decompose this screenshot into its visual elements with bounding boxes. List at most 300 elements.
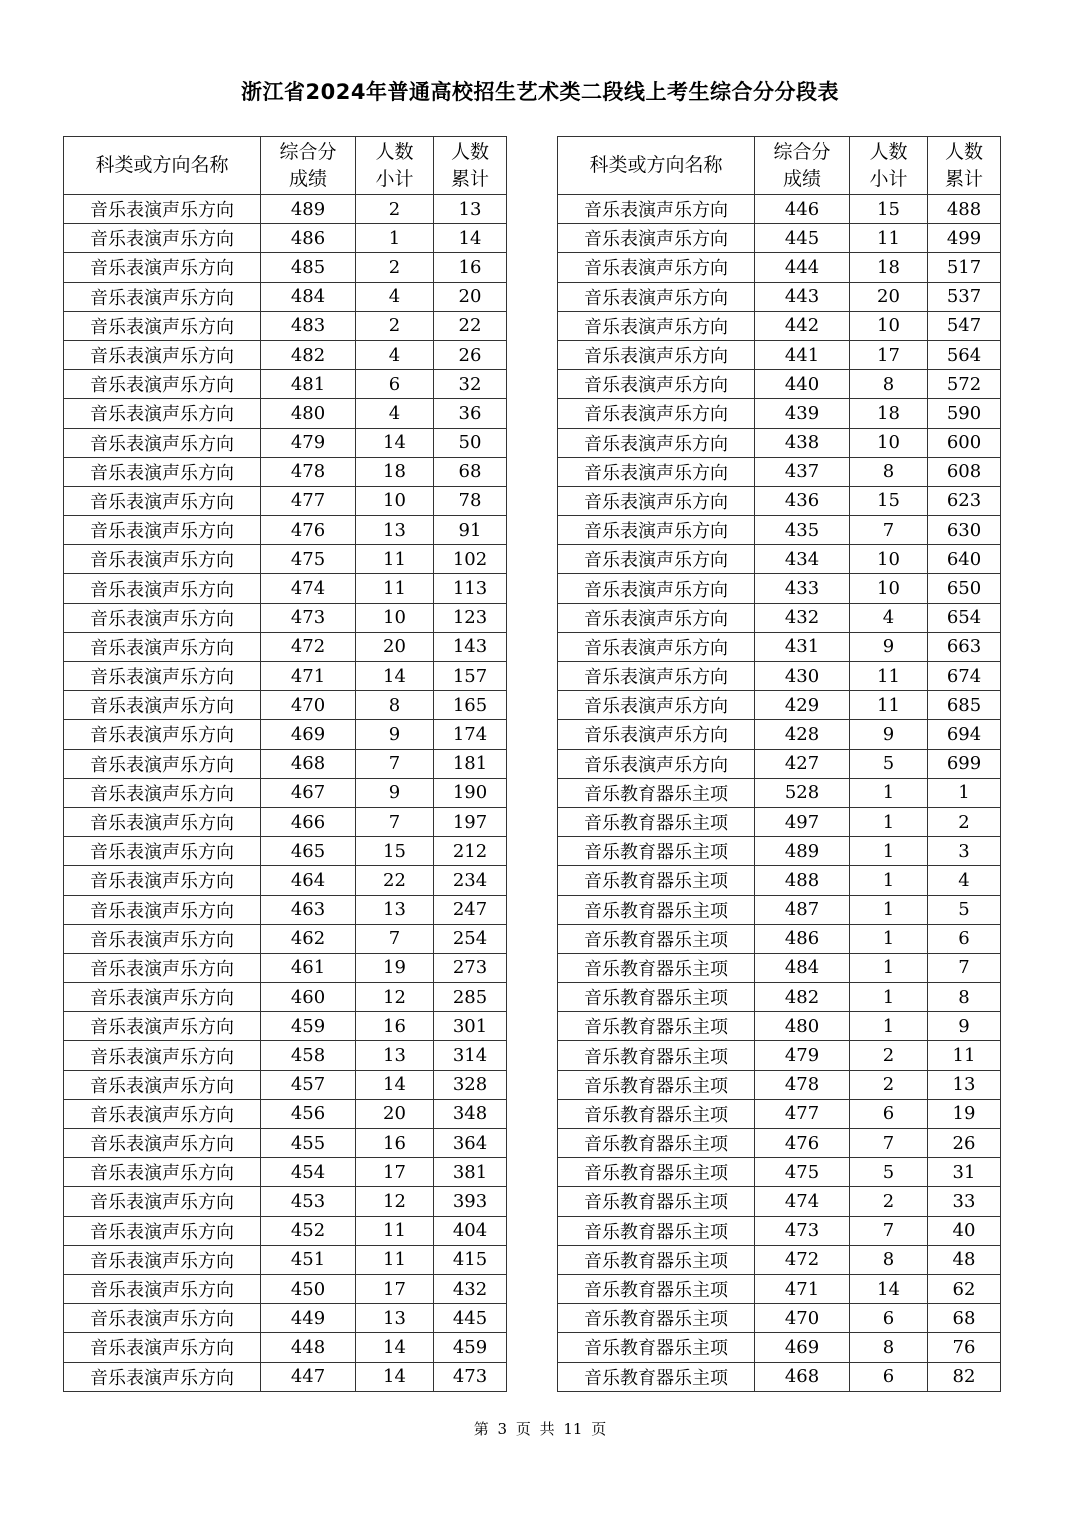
score-cell: 473 [261, 603, 356, 632]
table-row [558, 1129, 1001, 1158]
score-cell: 474 [755, 1187, 850, 1216]
table-row [558, 895, 1001, 924]
score-cell: 478 [755, 1070, 850, 1099]
table-row [64, 1216, 507, 1245]
cumulative-cell: 699 [928, 749, 1001, 778]
table-row [64, 399, 507, 428]
category-name-cell: 音乐教育器乐主项 [558, 1333, 755, 1362]
score-cell: 454 [261, 1158, 356, 1187]
score-cell: 476 [755, 1129, 850, 1158]
count-cell: 4 [356, 399, 434, 428]
score-cell: 458 [261, 1041, 356, 1070]
category-name-cell: 音乐表演声乐方向 [64, 866, 261, 895]
header-score: 综合分 成绩 [261, 137, 356, 195]
score-cell: 447 [261, 1362, 356, 1391]
table-row [64, 662, 507, 691]
score-table-right [557, 136, 1001, 1392]
score-cell: 443 [755, 282, 850, 311]
category-name-cell: 音乐表演声乐方向 [64, 1187, 261, 1216]
category-name-cell: 音乐表演声乐方向 [64, 1129, 261, 1158]
score-cell: 456 [261, 1099, 356, 1128]
cumulative-cell: 547 [928, 311, 1001, 340]
category-name-cell: 音乐表演声乐方向 [558, 691, 755, 720]
cumulative-cell: 623 [928, 486, 1001, 515]
score-cell: 427 [755, 749, 850, 778]
category-name-cell: 音乐教育器乐主项 [558, 1129, 755, 1158]
header-cumulative: 人数 累计 [928, 137, 1001, 195]
table-header-row [558, 137, 1001, 195]
table-row [558, 282, 1001, 311]
page-footer: 第 3 页 共 11 页 [473, 1420, 607, 1438]
header-cumulative: 人数 累计 [434, 137, 507, 195]
score-cell: 477 [261, 486, 356, 515]
cumulative-cell: 14 [434, 224, 507, 253]
count-cell: 5 [850, 1158, 928, 1187]
score-cell: 484 [261, 282, 356, 311]
table-row [558, 1333, 1001, 1362]
category-name-cell: 音乐表演声乐方向 [64, 1362, 261, 1391]
table-row [558, 486, 1001, 515]
count-cell: 6 [850, 1304, 928, 1333]
score-cell: 473 [755, 1216, 850, 1245]
score-cell: 444 [755, 253, 850, 282]
table-row [558, 603, 1001, 632]
cumulative-cell: 22 [434, 311, 507, 340]
table-row [558, 1158, 1001, 1187]
table-row [64, 1187, 507, 1216]
count-cell: 18 [850, 399, 928, 428]
table-row [558, 545, 1001, 574]
cumulative-cell: 630 [928, 516, 1001, 545]
cumulative-cell: 91 [434, 516, 507, 545]
score-cell: 462 [261, 924, 356, 953]
category-name-cell: 音乐教育器乐主项 [558, 1187, 755, 1216]
score-cell: 460 [261, 983, 356, 1012]
count-cell: 11 [850, 224, 928, 253]
cumulative-cell: 663 [928, 632, 1001, 661]
score-cell: 480 [755, 1012, 850, 1041]
cumulative-cell: 68 [928, 1304, 1001, 1333]
category-name-cell: 音乐表演声乐方向 [64, 224, 261, 253]
cumulative-cell: 4 [928, 866, 1001, 895]
category-name-cell: 音乐表演声乐方向 [64, 1158, 261, 1187]
cumulative-cell: 473 [434, 1362, 507, 1391]
count-cell: 13 [356, 516, 434, 545]
category-name-cell: 音乐表演声乐方向 [64, 1012, 261, 1041]
category-name-cell: 音乐表演声乐方向 [558, 282, 755, 311]
category-name-cell: 音乐表演声乐方向 [64, 632, 261, 661]
header-score: 综合分 成绩 [755, 137, 850, 195]
score-cell: 429 [755, 691, 850, 720]
table-row [558, 1362, 1001, 1391]
cumulative-cell: 393 [434, 1187, 507, 1216]
category-name-cell: 音乐表演声乐方向 [558, 749, 755, 778]
category-name-cell: 音乐表演声乐方向 [64, 983, 261, 1012]
table-row [558, 574, 1001, 603]
cumulative-cell: 7 [928, 953, 1001, 982]
table-row [64, 895, 507, 924]
count-cell: 6 [850, 1099, 928, 1128]
score-cell: 482 [755, 983, 850, 1012]
count-cell: 14 [356, 1362, 434, 1391]
score-cell: 470 [755, 1304, 850, 1333]
table-header-row [64, 137, 507, 195]
count-cell: 1 [850, 1012, 928, 1041]
cumulative-cell: 212 [434, 837, 507, 866]
cumulative-cell: 31 [928, 1158, 1001, 1187]
table-row [558, 662, 1001, 691]
cumulative-cell: 404 [434, 1216, 507, 1245]
score-cell: 433 [755, 574, 850, 603]
cumulative-cell: 364 [434, 1129, 507, 1158]
count-cell: 15 [850, 195, 928, 224]
count-cell: 10 [850, 545, 928, 574]
count-cell: 1 [356, 224, 434, 253]
category-name-cell: 音乐表演声乐方向 [64, 574, 261, 603]
table-row [64, 720, 507, 749]
table-row [64, 428, 507, 457]
cumulative-cell: 50 [434, 428, 507, 457]
score-cell: 463 [261, 895, 356, 924]
category-name-cell: 音乐表演声乐方向 [64, 457, 261, 486]
table-row [64, 370, 507, 399]
cumulative-cell: 600 [928, 428, 1001, 457]
table-row [558, 837, 1001, 866]
cumulative-cell: 674 [928, 662, 1001, 691]
score-cell: 486 [755, 924, 850, 953]
score-cell: 440 [755, 370, 850, 399]
count-cell: 7 [850, 1129, 928, 1158]
count-cell: 19 [356, 953, 434, 982]
category-name-cell: 音乐表演声乐方向 [64, 1245, 261, 1274]
table-row [558, 370, 1001, 399]
score-cell: 482 [261, 340, 356, 369]
score-cell: 437 [755, 457, 850, 486]
score-cell: 439 [755, 399, 850, 428]
count-cell: 20 [356, 1099, 434, 1128]
category-name-cell: 音乐表演声乐方向 [64, 1216, 261, 1245]
score-cell: 477 [755, 1099, 850, 1128]
count-cell: 5 [850, 749, 928, 778]
category-name-cell: 音乐表演声乐方向 [558, 428, 755, 457]
score-cell: 484 [755, 953, 850, 982]
score-cell: 431 [755, 632, 850, 661]
category-name-cell: 音乐教育器乐主项 [558, 1158, 755, 1187]
cumulative-cell: 157 [434, 662, 507, 691]
table-row [64, 953, 507, 982]
score-cell: 457 [261, 1070, 356, 1099]
cumulative-cell: 301 [434, 1012, 507, 1041]
count-cell: 2 [850, 1187, 928, 1216]
category-name-cell: 音乐表演声乐方向 [558, 457, 755, 486]
category-name-cell: 音乐教育器乐主项 [558, 1070, 755, 1099]
count-cell: 10 [850, 574, 928, 603]
count-cell: 16 [356, 1129, 434, 1158]
table-row [64, 778, 507, 807]
count-cell: 14 [356, 428, 434, 457]
cumulative-cell: 26 [928, 1129, 1001, 1158]
score-cell: 449 [261, 1304, 356, 1333]
category-name-cell: 音乐表演声乐方向 [558, 516, 755, 545]
cumulative-cell: 234 [434, 866, 507, 895]
count-cell: 20 [356, 632, 434, 661]
category-name-cell: 音乐表演声乐方向 [558, 486, 755, 515]
category-name-cell: 音乐表演声乐方向 [558, 399, 755, 428]
cumulative-cell: 654 [928, 603, 1001, 632]
count-cell: 4 [356, 282, 434, 311]
table-row [64, 632, 507, 661]
cumulative-cell: 3 [928, 837, 1001, 866]
cumulative-cell: 590 [928, 399, 1001, 428]
cumulative-cell: 16 [434, 253, 507, 282]
score-cell: 468 [261, 749, 356, 778]
cumulative-cell: 190 [434, 778, 507, 807]
table-row [64, 807, 507, 836]
category-name-cell: 音乐表演声乐方向 [64, 1041, 261, 1070]
cumulative-cell: 499 [928, 224, 1001, 253]
table-row [64, 253, 507, 282]
category-name-cell: 音乐教育器乐主项 [558, 953, 755, 982]
table-row [64, 837, 507, 866]
count-cell: 20 [850, 282, 928, 311]
score-cell: 483 [261, 311, 356, 340]
count-cell: 1 [850, 895, 928, 924]
table-row [558, 1245, 1001, 1274]
table-row [64, 282, 507, 311]
table-row [558, 428, 1001, 457]
count-cell: 9 [850, 720, 928, 749]
category-name-cell: 音乐教育器乐主项 [558, 1041, 755, 1070]
category-name-cell: 音乐教育器乐主项 [558, 895, 755, 924]
category-name-cell: 音乐表演声乐方向 [64, 486, 261, 515]
category-name-cell: 音乐教育器乐主项 [558, 837, 755, 866]
category-name-cell: 音乐表演声乐方向 [558, 574, 755, 603]
score-cell: 465 [261, 837, 356, 866]
table-row [64, 1333, 507, 1362]
cumulative-cell: 254 [434, 924, 507, 953]
table-row [64, 224, 507, 253]
cumulative-cell: 459 [434, 1333, 507, 1362]
table-row [64, 1070, 507, 1099]
category-name-cell: 音乐表演声乐方向 [64, 1099, 261, 1128]
category-name-cell: 音乐教育器乐主项 [558, 1012, 755, 1041]
score-cell: 452 [261, 1216, 356, 1245]
page-title: 浙江省2024年普通高校招生艺术类二段线上考生综合分分段表 [241, 80, 839, 104]
count-cell: 17 [356, 1274, 434, 1303]
table-row [558, 340, 1001, 369]
cumulative-cell: 537 [928, 282, 1001, 311]
cumulative-cell: 78 [434, 486, 507, 515]
count-cell: 7 [356, 924, 434, 953]
table-row [558, 720, 1001, 749]
score-cell: 478 [261, 457, 356, 486]
category-name-cell: 音乐教育器乐主项 [558, 1304, 755, 1333]
count-cell: 2 [356, 195, 434, 224]
score-cell: 451 [261, 1245, 356, 1274]
count-cell: 1 [850, 924, 928, 953]
table-row [558, 1187, 1001, 1216]
score-cell: 489 [755, 837, 850, 866]
count-cell: 9 [356, 720, 434, 749]
cumulative-cell: 40 [928, 1216, 1001, 1245]
cumulative-cell: 381 [434, 1158, 507, 1187]
count-cell: 22 [356, 866, 434, 895]
cumulative-cell: 26 [434, 340, 507, 369]
score-cell: 480 [261, 399, 356, 428]
count-cell: 8 [356, 691, 434, 720]
header-count: 人数 小计 [356, 137, 434, 195]
score-cell: 442 [755, 311, 850, 340]
category-name-cell: 音乐表演声乐方向 [64, 545, 261, 574]
count-cell: 8 [850, 457, 928, 486]
category-name-cell: 音乐表演声乐方向 [558, 545, 755, 574]
table-row [558, 1099, 1001, 1128]
table-row [558, 691, 1001, 720]
cumulative-cell: 273 [434, 953, 507, 982]
count-cell: 1 [850, 807, 928, 836]
category-name-cell: 音乐表演声乐方向 [558, 603, 755, 632]
count-cell: 13 [356, 895, 434, 924]
count-cell: 17 [356, 1158, 434, 1187]
score-cell: 467 [261, 778, 356, 807]
score-cell: 434 [755, 545, 850, 574]
count-cell: 7 [356, 749, 434, 778]
category-name-cell: 音乐教育器乐主项 [558, 807, 755, 836]
table-row [64, 1129, 507, 1158]
count-cell: 12 [356, 1187, 434, 1216]
category-name-cell: 音乐表演声乐方向 [64, 1304, 261, 1333]
category-name-cell: 音乐教育器乐主项 [558, 1216, 755, 1245]
category-name-cell: 音乐表演声乐方向 [64, 837, 261, 866]
score-cell: 489 [261, 195, 356, 224]
count-cell: 8 [850, 370, 928, 399]
table-row [64, 749, 507, 778]
score-cell: 475 [261, 545, 356, 574]
count-cell: 9 [850, 632, 928, 661]
count-cell: 16 [356, 1012, 434, 1041]
count-cell: 2 [356, 311, 434, 340]
count-cell: 11 [850, 691, 928, 720]
cumulative-cell: 11 [928, 1041, 1001, 1070]
category-name-cell: 音乐表演声乐方向 [64, 720, 261, 749]
score-cell: 459 [261, 1012, 356, 1041]
score-cell: 488 [755, 866, 850, 895]
category-name-cell: 音乐教育器乐主项 [558, 1274, 755, 1303]
category-name-cell: 音乐表演声乐方向 [64, 603, 261, 632]
score-cell: 466 [261, 807, 356, 836]
table-row [558, 866, 1001, 895]
cumulative-cell: 694 [928, 720, 1001, 749]
table-row [64, 516, 507, 545]
category-name-cell: 音乐表演声乐方向 [64, 516, 261, 545]
score-cell: 453 [261, 1187, 356, 1216]
count-cell: 2 [850, 1041, 928, 1070]
score-cell: 481 [261, 370, 356, 399]
cumulative-cell: 608 [928, 457, 1001, 486]
score-cell: 469 [261, 720, 356, 749]
count-cell: 10 [850, 428, 928, 457]
count-cell: 18 [850, 253, 928, 282]
table-row [558, 953, 1001, 982]
cumulative-cell: 572 [928, 370, 1001, 399]
category-name-cell: 音乐表演声乐方向 [64, 662, 261, 691]
score-table-left [63, 136, 507, 1392]
score-cell: 436 [755, 486, 850, 515]
cumulative-cell: 19 [928, 1099, 1001, 1128]
table-row [558, 311, 1001, 340]
cumulative-cell: 48 [928, 1245, 1001, 1274]
table-row [558, 1012, 1001, 1041]
category-name-cell: 音乐表演声乐方向 [64, 691, 261, 720]
category-name-cell: 音乐表演声乐方向 [558, 632, 755, 661]
score-cell: 441 [755, 340, 850, 369]
cumulative-cell: 285 [434, 983, 507, 1012]
score-cell: 468 [755, 1362, 850, 1391]
table-row [558, 1304, 1001, 1333]
score-cell: 479 [755, 1041, 850, 1070]
cumulative-cell: 68 [434, 457, 507, 486]
cumulative-cell: 415 [434, 1245, 507, 1274]
score-cell: 445 [755, 224, 850, 253]
table-row [64, 1012, 507, 1041]
cumulative-cell: 82 [928, 1362, 1001, 1391]
category-name-cell: 音乐表演声乐方向 [64, 340, 261, 369]
cumulative-cell: 564 [928, 340, 1001, 369]
table-row [64, 1041, 507, 1070]
score-cell: 497 [755, 807, 850, 836]
count-cell: 1 [850, 983, 928, 1012]
count-cell: 2 [356, 253, 434, 282]
count-cell: 7 [356, 807, 434, 836]
cumulative-cell: 174 [434, 720, 507, 749]
cumulative-cell: 1 [928, 778, 1001, 807]
table-row [558, 983, 1001, 1012]
category-name-cell: 音乐教育器乐主项 [558, 866, 755, 895]
count-cell: 13 [356, 1304, 434, 1333]
header-name: 科类或方向名称 [558, 137, 755, 195]
count-cell: 1 [850, 866, 928, 895]
count-cell: 7 [850, 516, 928, 545]
score-cell: 438 [755, 428, 850, 457]
cumulative-cell: 488 [928, 195, 1001, 224]
count-cell: 18 [356, 457, 434, 486]
cumulative-cell: 432 [434, 1274, 507, 1303]
score-cell: 471 [755, 1274, 850, 1303]
count-cell: 11 [850, 662, 928, 691]
count-cell: 10 [850, 311, 928, 340]
category-name-cell: 音乐表演声乐方向 [64, 311, 261, 340]
cumulative-cell: 685 [928, 691, 1001, 720]
category-name-cell: 音乐表演声乐方向 [558, 370, 755, 399]
score-cell: 472 [755, 1245, 850, 1274]
cumulative-cell: 13 [434, 195, 507, 224]
table-row [64, 457, 507, 486]
cumulative-cell: 8 [928, 983, 1001, 1012]
category-name-cell: 音乐表演声乐方向 [558, 253, 755, 282]
count-cell: 9 [356, 778, 434, 807]
score-cell: 487 [755, 895, 850, 924]
table-row [558, 224, 1001, 253]
count-cell: 6 [850, 1362, 928, 1391]
count-cell: 2 [850, 1070, 928, 1099]
category-name-cell: 音乐表演声乐方向 [64, 195, 261, 224]
score-cell: 470 [261, 691, 356, 720]
count-cell: 12 [356, 983, 434, 1012]
table-row [64, 486, 507, 515]
count-cell: 4 [356, 340, 434, 369]
score-cell: 471 [261, 662, 356, 691]
table-row [558, 632, 1001, 661]
